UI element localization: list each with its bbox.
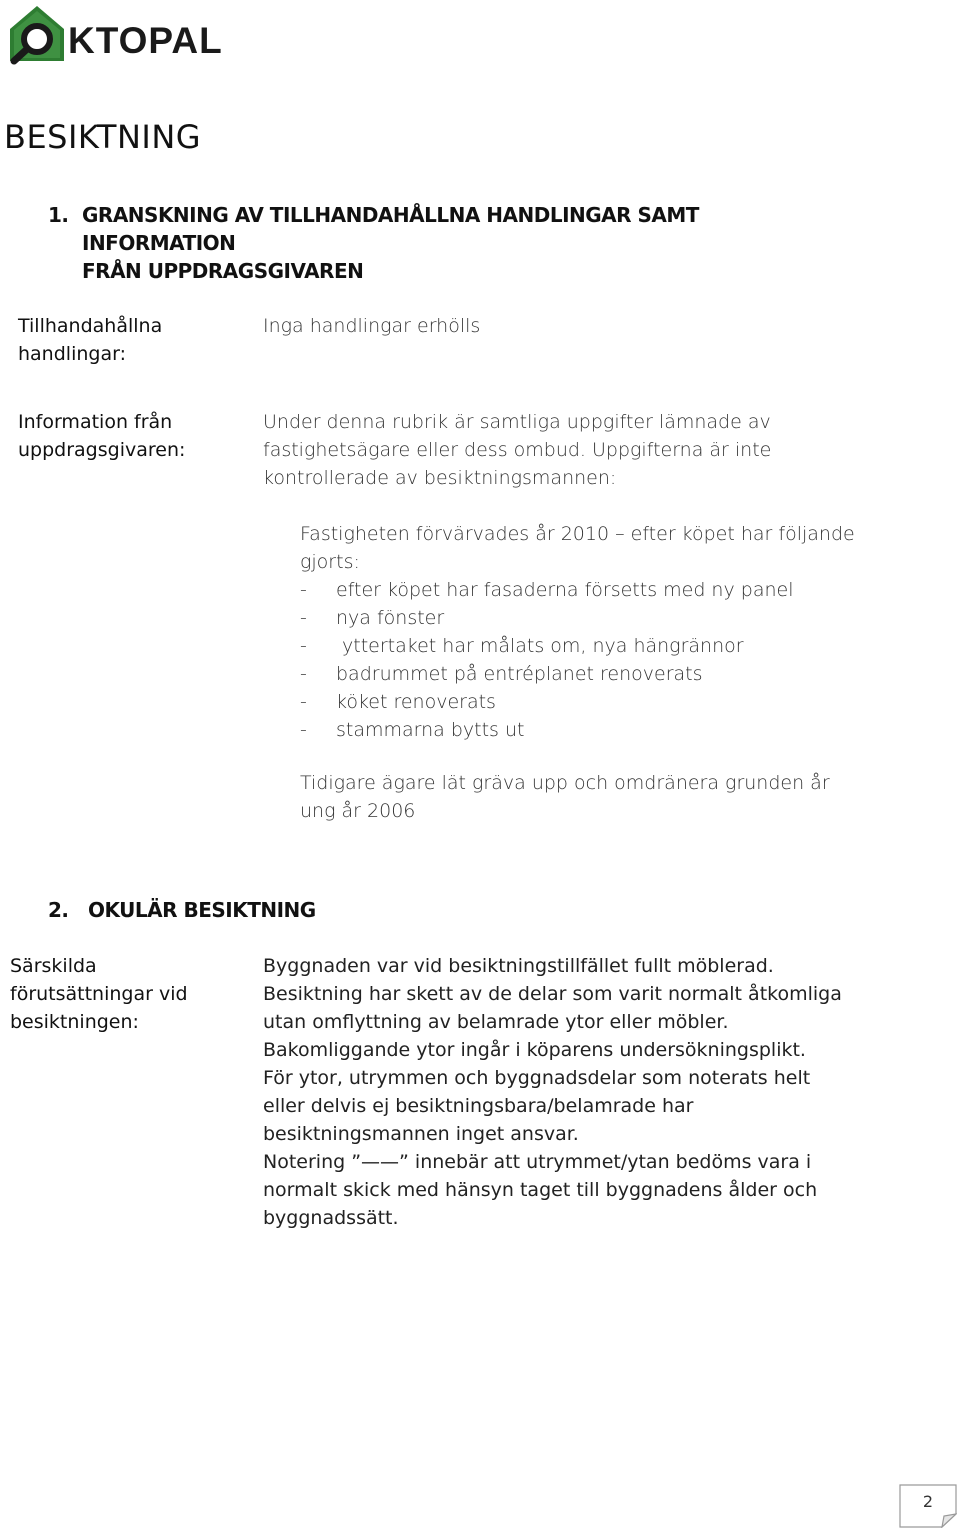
section-1-title-line: INFORMATION — [82, 231, 236, 255]
list-item-text: köket renoverats — [336, 691, 496, 713]
text-line: Fastigheten förvärvades år 2010 – efter köpet har följande — [300, 523, 855, 545]
text-line: fastighetsägare eller dess ombud. Uppgifterna är inte — [263, 439, 772, 461]
label-line: Särskilda — [10, 955, 97, 977]
section-2-title: OKULÄR BESIKTNING — [88, 898, 316, 922]
bullet-dash: - — [300, 579, 307, 601]
section-2-number: 2. — [48, 898, 69, 922]
list-item — [300, 688, 855, 716]
text-line: Besiktning har skett av de delar som varit normalt åtkomliga — [263, 983, 842, 1005]
info-label — [18, 408, 185, 464]
page-number-box — [899, 1484, 957, 1528]
label-line: handlingar: — [18, 343, 126, 365]
list-item — [300, 604, 855, 632]
list-item — [300, 576, 855, 604]
handlingar-label — [18, 312, 162, 368]
section-1-title — [82, 201, 862, 285]
text-line: Under denna rubrik är samtliga uppgifter lämnade av — [263, 411, 771, 433]
info-intro — [263, 408, 771, 492]
house-magnifier-icon — [6, 3, 242, 65]
text-line: byggnadssätt. — [263, 1207, 399, 1229]
label-line: uppdragsgivaren: — [18, 439, 186, 461]
text-line: Tidigare ägare lät gräva upp och omdränera grunden år — [300, 772, 830, 794]
section-1-title-line: GRANSKNING AV TILLHANDAHÅLLNA HANDLINGAR SAMT — [82, 203, 699, 227]
sarskilda-text — [263, 952, 842, 1232]
list-item — [300, 632, 855, 660]
list-item-text: efter köpet har fasaderna försetts med ny panel — [336, 579, 794, 601]
text-line: kontrollerade av besiktningsmannen: — [263, 467, 617, 489]
company-logo — [6, 3, 242, 65]
bullet-dash: - — [300, 691, 307, 713]
text-line: För ytor, utrymmen och byggnadsdelar som noterats helt — [263, 1067, 811, 1089]
section-1-number: 1. — [48, 203, 69, 227]
section-1-title-line: FRÅN UPPDRAGSGIVAREN — [82, 259, 364, 283]
text-line: normalt skick med hänsyn taget till byggnadens ålder och — [263, 1179, 818, 1201]
text-line: eller delvis ej besiktningsbara/belamrade har — [263, 1095, 694, 1117]
label-line: förutsättningar vid — [10, 983, 188, 1005]
list-item-text: stammarna bytts ut — [336, 719, 525, 741]
label-line: besiktningen: — [10, 1011, 139, 1033]
info-details — [300, 520, 855, 744]
handlingar-value — [263, 312, 480, 340]
text-line: utan omflyttning av belamrade ytor eller möbler. — [263, 1011, 729, 1033]
info-tail — [300, 769, 830, 825]
text-line: Bakomliggande ytor ingår i köparens undersökningsplikt. — [263, 1039, 806, 1061]
page-number: 2 — [922, 1492, 934, 1511]
list-item-text: badrummet på entréplanet renoverats — [336, 663, 703, 685]
value-line: Inga handlingar erhölls — [263, 315, 481, 337]
text-line: besiktningsmannen inget ansvar. — [263, 1123, 579, 1145]
bullet-dash: - — [300, 607, 307, 629]
label-line: Tillhandahållna — [18, 315, 163, 337]
list-item-text: yttertaket har målats om, nya hängrännor — [336, 635, 744, 657]
bullet-dash: - — [300, 719, 307, 741]
svg-text:KTOPAL: KTOPAL — [68, 20, 223, 61]
text-line: ung år 2006 — [300, 800, 416, 822]
bullet-dash: - — [300, 635, 307, 657]
page-title: BESIKTNING — [4, 118, 202, 156]
sarskilda-label — [10, 952, 188, 1036]
list-item — [300, 660, 855, 688]
text-line: gjorts: — [300, 551, 360, 573]
text-line: Notering ”——” innebär att utrymmet/ytan bedöms vara i — [263, 1151, 812, 1173]
bullet-dash: - — [300, 663, 307, 685]
text-line: Byggnaden var vid besiktningstillfället fullt möblerad. — [263, 955, 774, 977]
label-line: Information från — [18, 411, 173, 433]
list-item — [300, 716, 855, 744]
list-item-text: nya fönster — [336, 607, 445, 629]
